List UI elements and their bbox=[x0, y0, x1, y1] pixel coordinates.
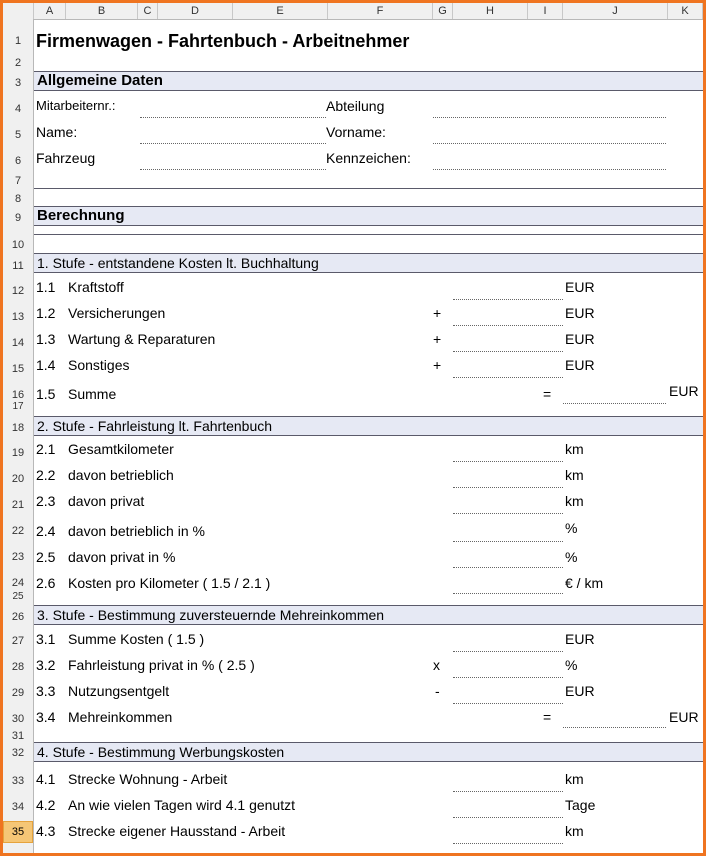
employee-no-label: Mitarbeiternr.: bbox=[36, 98, 116, 113]
row-header[interactable]: 5 bbox=[14, 129, 22, 141]
employee-no-field[interactable] bbox=[140, 117, 326, 118]
sheet-title: Firmenwagen - Fahrtenbuch - Arbeitnehmer bbox=[36, 31, 410, 51]
item-number: 2.3 bbox=[36, 493, 56, 509]
row-header[interactable]: 18 bbox=[11, 422, 25, 434]
row-header[interactable]: 19 bbox=[11, 447, 25, 459]
item-unit: % bbox=[565, 549, 578, 565]
row-header[interactable]: 27 bbox=[11, 635, 25, 647]
item-number: 3.2 bbox=[36, 657, 56, 673]
stage3-label: 3. Stufe - Bestimmung zuversteuernde Mehreinkommen bbox=[37, 607, 385, 623]
stage1-label: 1. Stufe - entstandene Kosten lt. Buchhaltung bbox=[37, 255, 319, 271]
item-unit: km bbox=[565, 441, 584, 457]
item-number: 1.1 bbox=[36, 279, 56, 295]
name-field[interactable] bbox=[140, 143, 326, 144]
column-header[interactable]: A bbox=[34, 3, 66, 19]
divider bbox=[34, 188, 703, 189]
total-km-field[interactable] bbox=[453, 461, 563, 462]
item-label: Mehreinkommen bbox=[68, 709, 173, 725]
item-number: 4.2 bbox=[36, 797, 56, 813]
column-header[interactable]: K bbox=[668, 3, 703, 19]
extra-income-field[interactable] bbox=[563, 727, 666, 728]
total-cost-field[interactable] bbox=[453, 651, 563, 652]
item-number: 2.5 bbox=[36, 549, 56, 565]
department-field[interactable] bbox=[433, 117, 666, 118]
row-header[interactable]: 31 bbox=[11, 730, 25, 742]
item-unit: Tage bbox=[565, 797, 596, 813]
row-header[interactable]: 10 bbox=[11, 239, 25, 251]
cost-per-km-field[interactable] bbox=[453, 593, 563, 594]
item-number: 4.3 bbox=[36, 823, 56, 839]
other-cost-field[interactable] bbox=[453, 377, 563, 378]
first-name-field[interactable] bbox=[433, 143, 666, 144]
item-label: An wie vielen Tagen wird 4.1 genutzt bbox=[68, 797, 295, 813]
row-header[interactable]: 2 bbox=[14, 57, 22, 69]
commute-distance-field[interactable] bbox=[453, 791, 563, 792]
operator: + bbox=[433, 331, 442, 347]
column-header[interactable]: D bbox=[158, 3, 233, 19]
item-unit: km bbox=[565, 771, 584, 787]
private-percent-field[interactable] bbox=[453, 567, 563, 568]
item-number: 3.3 bbox=[36, 683, 56, 699]
row-header-selected[interactable]: 35 bbox=[3, 821, 33, 843]
plate-label: Kennzeichen: bbox=[326, 150, 411, 166]
item-unit: € / km bbox=[565, 575, 604, 591]
item-label: Strecke Wohnung - Arbeit bbox=[68, 771, 228, 787]
row-header[interactable]: 28 bbox=[11, 661, 25, 673]
row-header[interactable]: 23 bbox=[11, 551, 25, 563]
item-label: davon betrieblich in % bbox=[68, 523, 205, 539]
column-header[interactable]: B bbox=[66, 3, 138, 19]
item-label: Summe Kosten ( 1.5 ) bbox=[68, 631, 205, 647]
insurance-cost-field[interactable] bbox=[453, 325, 563, 326]
operator: = bbox=[543, 386, 552, 402]
row-header[interactable]: 9 bbox=[14, 212, 22, 224]
item-label: Gesamtkilometer bbox=[68, 441, 174, 457]
operator: = bbox=[543, 709, 552, 725]
row-header[interactable]: 16 bbox=[11, 389, 25, 401]
item-unit: EUR bbox=[669, 383, 699, 399]
row-header[interactable]: 12 bbox=[11, 285, 25, 297]
item-label: Versicherungen bbox=[68, 305, 166, 321]
row-header[interactable]: 33 bbox=[11, 775, 25, 787]
row-header[interactable]: 21 bbox=[11, 499, 25, 511]
vehicle-field[interactable] bbox=[140, 169, 326, 170]
item-number: 1.5 bbox=[36, 386, 56, 402]
item-number: 1.3 bbox=[36, 331, 56, 347]
item-label: Fahrleistung privat in % ( 2.5 ) bbox=[68, 657, 255, 673]
row-header[interactable]: 13 bbox=[11, 311, 25, 323]
item-label: Nutzungsentgelt bbox=[68, 683, 170, 699]
row-header[interactable]: 30 bbox=[11, 713, 25, 725]
item-number: 3.1 bbox=[36, 631, 56, 647]
item-label: Sonstiges bbox=[68, 357, 130, 373]
row-header[interactable]: 24 bbox=[11, 577, 25, 589]
item-label: Kraftstoff bbox=[68, 279, 124, 295]
household-distance-field[interactable] bbox=[453, 843, 563, 844]
row-header[interactable]: 17 bbox=[12, 401, 24, 412]
operator: + bbox=[433, 305, 442, 321]
item-unit: km bbox=[565, 467, 584, 483]
stage2-label: 2. Stufe - Fahrleistung lt. Fahrtenbuch bbox=[37, 418, 273, 434]
item-unit: km bbox=[565, 493, 584, 509]
item-label: Wartung & Reparaturen bbox=[68, 331, 216, 347]
item-unit: % bbox=[565, 657, 578, 673]
divider bbox=[34, 234, 703, 235]
row-header[interactable]: 4 bbox=[14, 103, 22, 115]
row-header[interactable]: 22 bbox=[11, 525, 25, 537]
item-label: Summe bbox=[68, 386, 117, 402]
item-number: 2.4 bbox=[36, 523, 56, 539]
column-header[interactable]: J bbox=[563, 3, 668, 19]
item-unit: km bbox=[565, 823, 584, 839]
column-header[interactable]: H bbox=[453, 3, 528, 19]
item-number: 2.6 bbox=[36, 575, 56, 591]
column-header-bar bbox=[3, 3, 703, 20]
row-header[interactable]: 6 bbox=[14, 155, 22, 167]
column-header[interactable]: E bbox=[233, 3, 328, 19]
row-header[interactable]: 26 bbox=[11, 611, 25, 623]
row-header-bar bbox=[3, 19, 34, 853]
select-all-corner[interactable] bbox=[3, 3, 34, 19]
item-unit: % bbox=[565, 520, 578, 536]
item-unit: EUR bbox=[565, 357, 595, 373]
name-label: Name: bbox=[36, 124, 78, 140]
row-header[interactable]: 1 bbox=[14, 35, 22, 47]
row-header[interactable]: 8 bbox=[14, 193, 22, 205]
item-label: davon privat in % bbox=[68, 549, 176, 565]
section-general-header bbox=[34, 71, 703, 91]
operator: + bbox=[433, 357, 442, 373]
plate-field[interactable] bbox=[433, 169, 666, 170]
stage1-header bbox=[34, 253, 703, 273]
stage4-label: 4. Stufe - Bestimmung Werbungskosten bbox=[37, 744, 285, 760]
first-name-label: Vorname: bbox=[326, 124, 386, 140]
item-number: 4.1 bbox=[36, 771, 56, 787]
item-number: 3.4 bbox=[36, 709, 56, 725]
operator: x bbox=[433, 657, 440, 673]
department-label: Abteilung bbox=[326, 98, 385, 114]
row-header[interactable]: 7 bbox=[14, 175, 22, 187]
row-header[interactable]: 32 bbox=[11, 747, 25, 759]
item-unit: EUR bbox=[565, 305, 595, 321]
section-general-label: Allgemeine Daten bbox=[37, 72, 163, 89]
column-header[interactable]: C bbox=[138, 3, 158, 19]
stage3-header bbox=[34, 605, 703, 625]
stage4-header bbox=[34, 742, 703, 762]
row-header[interactable]: 34 bbox=[11, 801, 25, 813]
item-label: Strecke eigener Hausstand - Arbeit bbox=[68, 823, 286, 839]
column-header[interactable]: G bbox=[433, 3, 453, 19]
section-calculation-label: Berechnung bbox=[37, 207, 125, 224]
item-number: 2.2 bbox=[36, 467, 56, 483]
item-unit: EUR bbox=[565, 331, 595, 347]
item-unit: EUR bbox=[565, 279, 595, 295]
row-header[interactable]: 25 bbox=[12, 591, 24, 602]
commute-days-field[interactable] bbox=[453, 817, 563, 818]
business-percent-field[interactable] bbox=[453, 541, 563, 542]
private-share-field[interactable] bbox=[453, 677, 563, 678]
section-calculation-header bbox=[34, 206, 703, 226]
maintenance-cost-field[interactable] bbox=[453, 351, 563, 352]
column-header[interactable]: F bbox=[328, 3, 433, 19]
row-header[interactable]: 11 bbox=[12, 260, 24, 272]
business-km-field[interactable] bbox=[453, 487, 563, 488]
item-number: 2.1 bbox=[36, 441, 56, 457]
sum-cost-field[interactable] bbox=[563, 403, 666, 404]
column-header[interactable]: I bbox=[528, 3, 563, 19]
item-label: davon betrieblich bbox=[68, 467, 174, 483]
item-unit: EUR bbox=[565, 683, 595, 699]
item-number: 1.4 bbox=[36, 357, 56, 373]
row-header[interactable]: 3 bbox=[14, 77, 22, 89]
item-number: 1.2 bbox=[36, 305, 56, 321]
item-unit: EUR bbox=[565, 631, 595, 647]
row-header[interactable]: 15 bbox=[11, 363, 25, 375]
vehicle-label: Fahrzeug bbox=[36, 150, 96, 166]
row-header[interactable]: 20 bbox=[11, 473, 25, 485]
stage2-header bbox=[34, 416, 703, 436]
usage-fee-field[interactable] bbox=[453, 703, 563, 704]
item-unit: EUR bbox=[669, 709, 699, 725]
row-header[interactable]: 29 bbox=[11, 687, 25, 699]
fuel-cost-field[interactable] bbox=[453, 299, 563, 300]
private-km-field[interactable] bbox=[453, 513, 563, 514]
item-label: davon privat bbox=[68, 493, 145, 509]
row-header[interactable]: 14 bbox=[11, 337, 25, 349]
item-label: Kosten pro Kilometer ( 1.5 / 2.1 ) bbox=[68, 575, 271, 591]
operator: - bbox=[435, 683, 440, 699]
